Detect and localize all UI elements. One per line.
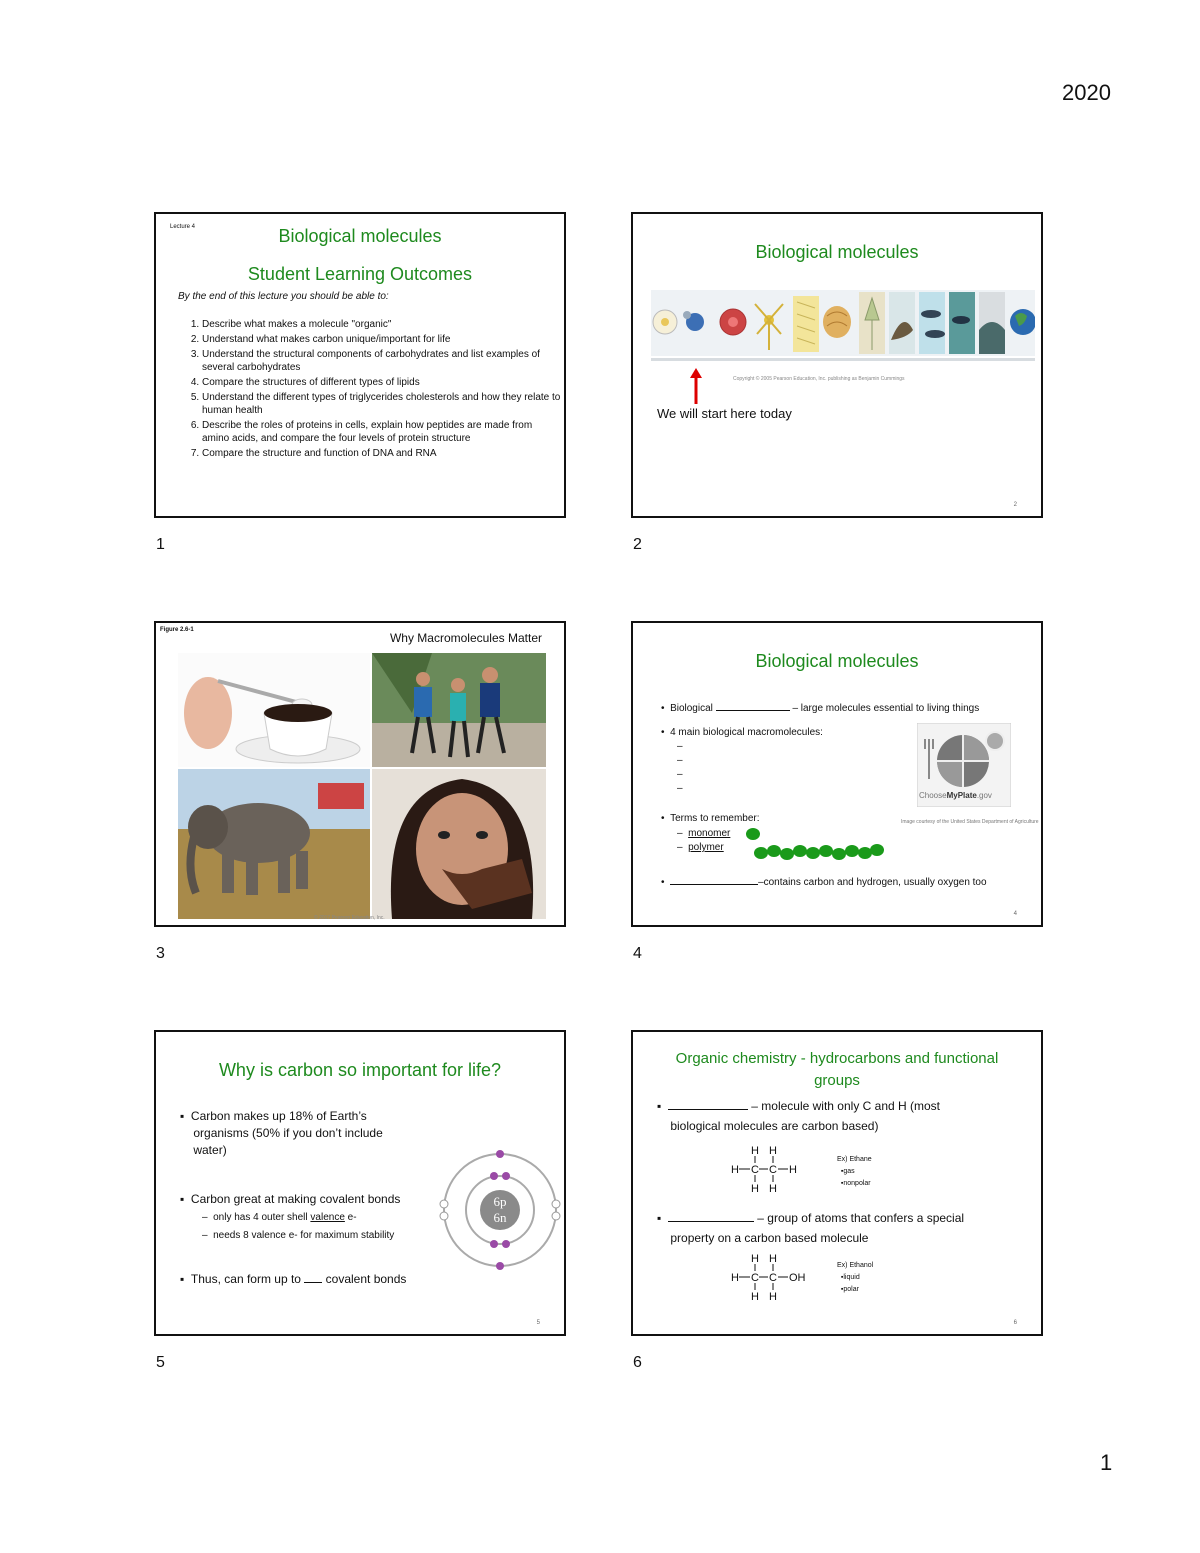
atom-label: H — [769, 1253, 777, 1265]
slide-2 — [631, 212, 1043, 518]
bullet-text: property on a carbon based molecule — [670, 1231, 869, 1245]
bullet-text: covalent bonds — [325, 1272, 407, 1286]
atom-label: H — [751, 1145, 759, 1157]
bullet-text: biological molecules are carbon based) — [670, 1119, 879, 1133]
term-polymer: – polymer — [677, 842, 724, 853]
example-prop: liquid — [843, 1274, 860, 1281]
atom-label: OH — [789, 1272, 806, 1284]
outcome-item: 6. Describe the roles of proteins in cells, explain how peptides are made from amino acids, and compare the four levels of protein structure — [202, 419, 562, 445]
example-prop: nonpolar — [843, 1180, 871, 1187]
slide-corner-number: 4 — [1013, 911, 1017, 917]
bullet-text: Biological — [670, 703, 713, 714]
atom-label: H — [731, 1164, 739, 1176]
sub-valence: – only has 4 outer shell valence e- — [202, 1212, 357, 1223]
dash-item: – — [677, 741, 683, 752]
fill-blank — [716, 699, 790, 711]
valence-underlined: valence — [310, 1212, 345, 1223]
example-prop: gas — [843, 1168, 855, 1175]
outcome-item: 3. Understand the structural components of carbohydrates and list examples of several carbohydrates — [202, 348, 562, 374]
organ-icon — [823, 306, 851, 338]
outcomes-list — [178, 318, 562, 462]
runners-photo — [372, 653, 546, 767]
bullet-carbon-percent: ▪ Carbon makes up 18% of Earth’s organisms (50% if you don’t include water) — [180, 1109, 383, 1157]
slide-number: 3 — [156, 945, 165, 962]
example-prop: polar — [843, 1286, 859, 1293]
slide-title: Why is carbon so important for life? — [218, 1060, 502, 1080]
sub-text: needs 8 valence e- for maximum stability — [213, 1230, 395, 1241]
atom-label: C — [751, 1164, 759, 1176]
bullet-text: Carbon great at making covalent bonds — [190, 1192, 401, 1206]
coffee-sugar-photo — [178, 653, 370, 767]
bullet-biological: • Biological – large molecules essential to living things — [661, 699, 979, 714]
community-icon — [919, 292, 945, 354]
figure-copyright: © 2017 Pearson Education, Inc. — [314, 915, 385, 921]
slide-number: 6 — [633, 1354, 642, 1371]
nucleus-neutrons: 6n — [493, 1210, 507, 1225]
bullet-text: – group of atoms that confers a special — [757, 1211, 965, 1225]
biosphere-icon — [1010, 309, 1035, 335]
biome-icon — [979, 292, 1005, 354]
bullet-macromolecules: • 4 main biological macromolecules: — [661, 727, 823, 738]
slide-6 — [631, 1030, 1043, 1336]
fill-blank — [668, 1098, 748, 1110]
atom-label: H — [789, 1164, 797, 1176]
polymer-chain-icon — [753, 841, 885, 863]
atom-label: H — [769, 1291, 777, 1303]
fill-blank — [668, 1210, 754, 1222]
bullet-covalent: ▪ Carbon great at making covalent bonds — [180, 1192, 401, 1206]
empty-electron-slot — [440, 1200, 448, 1208]
bullet-text: –contains carbon and hydrogen, usually oxygen too — [758, 877, 987, 888]
bullet-text: 4 main biological macromolecules: — [670, 727, 823, 738]
population-icon — [889, 292, 915, 354]
slide-subtitle: Student Learning Outcomes — [247, 264, 473, 284]
sub-text: e- — [344, 1212, 357, 1223]
atom-label: C — [751, 1272, 759, 1284]
myplate-label — [919, 791, 992, 800]
slide-title — [633, 1048, 1041, 1092]
slide-number: 2 — [633, 536, 642, 553]
bullet-functional-group: ▪ – group of atoms that confers a special property on a carbon based molecule — [657, 1211, 965, 1245]
bullet-text: – large molecules essential to living things — [792, 703, 980, 714]
lecture-tag: Lecture 4 — [170, 224, 196, 230]
elephant-photo — [178, 769, 370, 919]
example-title: Ex) Ethane — [837, 1156, 872, 1163]
monomer-bead-icon — [745, 827, 761, 841]
outcome-item: 5. Understand the different types of triglycerides cholesterols and how they relate to human health — [202, 391, 562, 417]
empty-electron-slot — [552, 1200, 560, 1208]
dash-item: – — [677, 783, 683, 794]
slide-title: Biological molecules — [278, 226, 442, 246]
empty-electron-slot — [440, 1212, 448, 1220]
slide-4 — [631, 621, 1043, 927]
atom-label: C — [769, 1164, 777, 1176]
slide-corner-number: 6 — [1013, 1320, 1017, 1326]
bullet-organic: • –contains carbon and hydrogen, usually oxygen too — [661, 873, 987, 888]
slide-corner-number: 5 — [536, 1320, 540, 1326]
electron — [496, 1262, 504, 1270]
outcomes-intro: By the end of this lecture you should be able to: — [178, 291, 389, 302]
ethanol-example: Ex) Ethanol ▪liquid ▪polar — [837, 1262, 874, 1293]
slide-5 — [154, 1030, 566, 1336]
bullet-terms: • Terms to remember: — [661, 813, 760, 824]
slide-number: 1 — [156, 536, 165, 553]
atom-label: C — [769, 1272, 777, 1284]
title-line: groups — [814, 1072, 860, 1089]
figure-tag: Figure 2.6-1 — [160, 627, 194, 633]
red-arrow-icon — [688, 366, 704, 406]
ethane-structure — [727, 1142, 807, 1196]
atom-label: H — [769, 1145, 777, 1157]
ethane-example: Ex) Ethane ▪gas ▪nonpolar — [837, 1156, 872, 1187]
cell-icon — [720, 309, 746, 335]
myplate-label-prefix: Choose — [919, 791, 947, 800]
slide-1 — [154, 212, 566, 518]
electron — [502, 1240, 510, 1248]
term-text: polymer — [688, 842, 724, 853]
atom-icon — [653, 310, 677, 334]
dash-item: – — [677, 769, 683, 780]
ecosystem-icon — [949, 292, 975, 354]
slide-number: 5 — [156, 1354, 165, 1371]
sub-stability: – needs 8 valence e- for maximum stability — [202, 1230, 395, 1241]
bullet-text: organisms (50% if you don’t include — [193, 1126, 383, 1140]
bullet-hydrocarbon: ▪ – molecule with only C and H (most biological molecules are carbon based) — [657, 1099, 941, 1133]
empty-electron-slot — [552, 1212, 560, 1220]
nucleus-protons: 6p — [493, 1194, 507, 1209]
outcome-item: 4. Compare the structures of different types of lipids — [202, 376, 562, 389]
levels-of-organization-illustration — [651, 290, 1035, 370]
bullet-text: Thus, can form up to — [190, 1272, 301, 1286]
outcome-item: 7. Compare the structure and function of DNA and RNA — [202, 447, 562, 460]
slide-3 — [154, 621, 566, 927]
carbon-atom-diagram — [438, 1148, 562, 1272]
myplate-label-bold: MyPlate — [946, 791, 977, 800]
fill-blank — [304, 1271, 322, 1283]
page-number: 1 — [1100, 1450, 1113, 1475]
atom-label: H — [769, 1183, 777, 1195]
bullet-text: Carbon makes up 18% of Earth’s — [190, 1109, 367, 1123]
organism-icon — [859, 292, 885, 354]
slide-corner-number: 2 — [1013, 502, 1017, 508]
slide-caption: We will start here today — [657, 406, 792, 421]
title-line: Organic chemistry - hydrocarbons and functional — [675, 1050, 999, 1067]
outcome-item: 2. Understand what makes carbon unique/important for life — [202, 333, 562, 346]
electron — [502, 1172, 510, 1180]
figure-copyright: Copyright © 2005 Pearson Education, Inc. publishing as Benjamin Cummings — [733, 376, 905, 382]
tissue-icon — [793, 296, 819, 352]
fill-blank — [670, 873, 758, 885]
atom-label: H — [751, 1291, 759, 1303]
myplate-caption: Image courtesy of the United States Department of Agriculture — [901, 819, 1039, 825]
ethanol-structure — [727, 1250, 817, 1304]
sub-text: only has 4 outer shell — [213, 1212, 311, 1223]
outcome-item: 1. Describe what makes a molecule "organic" — [202, 318, 562, 331]
bullet-bonds: ▪ Thus, can form up to covalent bonds — [180, 1272, 407, 1286]
bullet-text: Terms to remember: — [670, 813, 760, 824]
term-text: monomer — [688, 828, 731, 839]
bullet-text: – molecule with only C and H (most — [751, 1099, 941, 1113]
dash-item: – — [677, 755, 683, 766]
slide-title: Biological molecules — [755, 242, 919, 262]
girl-eating-photo — [372, 769, 546, 919]
example-title: Ex) Ethanol — [837, 1262, 874, 1269]
term-monomer: – monomer — [677, 828, 731, 839]
slide-title: Why Macromolecules Matter — [389, 631, 542, 645]
slide-title: Biological molecules — [755, 651, 919, 671]
atom-label: H — [751, 1253, 759, 1265]
bullet-text: water) — [193, 1143, 227, 1157]
atom-label: H — [751, 1183, 759, 1195]
electron — [490, 1172, 498, 1180]
atom-label: H — [731, 1272, 739, 1284]
myplate-label-suffix: .gov — [976, 791, 992, 800]
electron — [490, 1240, 498, 1248]
electron — [496, 1150, 504, 1158]
slide-number: 4 — [633, 945, 642, 962]
header-year: 2020 — [1062, 80, 1111, 105]
